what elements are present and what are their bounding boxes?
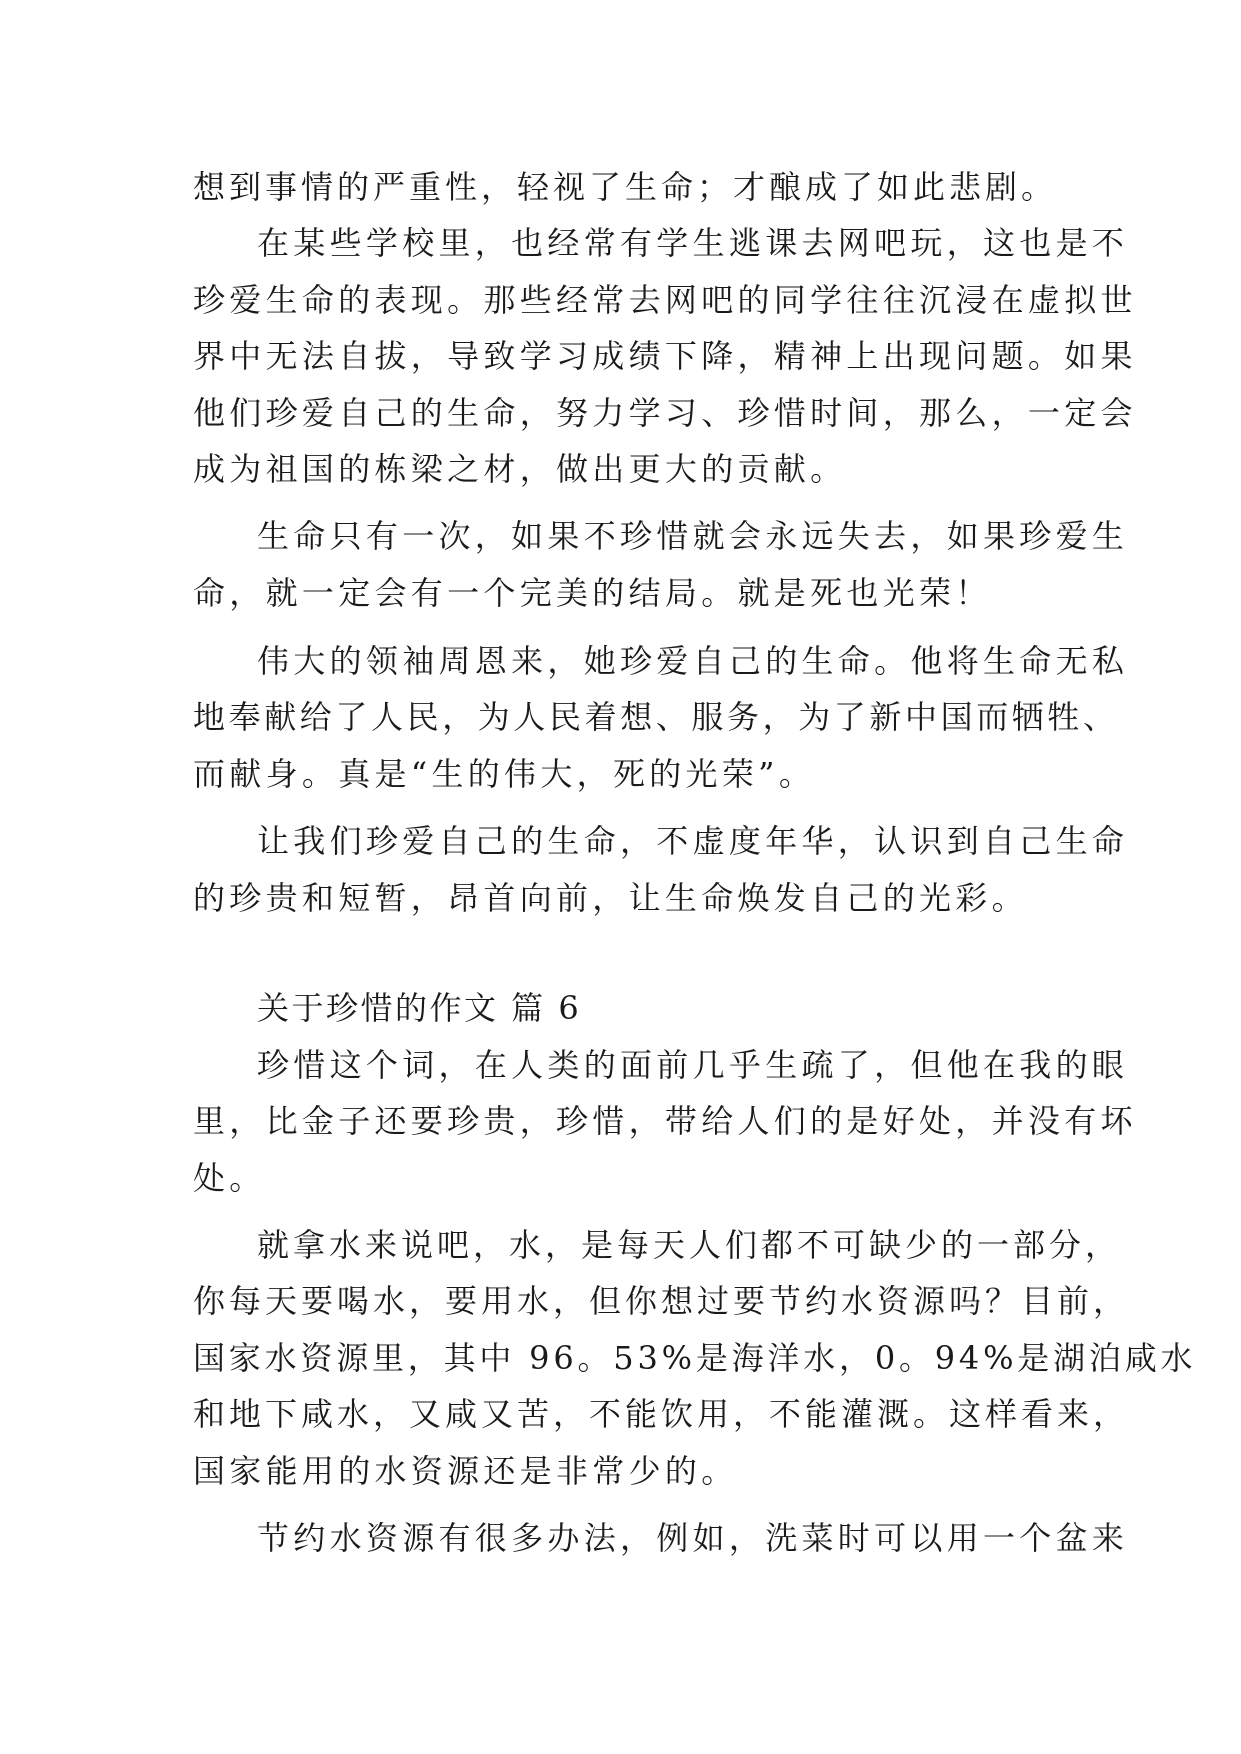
text-line: 让我们珍爱自己的生命，不虚度年华，认识到自己生命: [257, 822, 1129, 860]
text-line: 地奉献给了人民，为人民着想、服务，为了新中国而牺牲、: [193, 698, 1119, 736]
text-line: 的珍贵和短暂，昂首向前，让生命焕发自己的光彩。: [193, 879, 1028, 917]
text-line: 生命只有一次，如果不珍惜就会永远失去，如果珍爱生: [257, 517, 1129, 555]
text-line: 你每天要喝水，要用水，但你想过要节约水资源吗？目前，: [193, 1282, 1130, 1320]
text-line: 伟大的领袖周恩来，她珍爱自己的生命。他将生命无私: [257, 642, 1129, 680]
text-line: 就拿水来说吧，水，是每天人们都不可缺少的一部分，: [257, 1226, 1122, 1264]
text-line: 想到事情的严重性，轻视了生命；才酿成了如此悲剧。: [193, 168, 1058, 206]
text-line: 珍惜这个词，在人类的面前几乎生疏了，但他在我的眼: [257, 1046, 1129, 1084]
text-line: 国家水资源里，其中 96。53%是海洋水，0。94%是湖泊咸水: [193, 1339, 1197, 1377]
text-line: 国家能用的水资源还是非常少的。: [193, 1452, 738, 1490]
text-line: 在某些学校里，也经常有学生逃课去网吧玩，这也是不: [257, 224, 1129, 262]
text-line: 节约水资源有很多办法，例如，洗菜时可以用一个盆来: [257, 1519, 1129, 1557]
text-line: 界中无法自拔，导致学习成绩下降，精神上出现问题。如果: [193, 337, 1137, 375]
text-line: 珍爱生命的表现。那些经常去网吧的同学往往沉浸在虚拟世: [193, 281, 1137, 319]
text-line: 里，比金子还要珍贵，珍惜，带给人们的是好处，并没有坏: [193, 1102, 1137, 1140]
text-line: 和地下咸水，又咸又苦，不能饮用，不能灌溉。这样看来，: [193, 1395, 1130, 1433]
section-heading: 关于珍惜的作文 篇 6: [257, 989, 582, 1027]
text-line: 处。: [193, 1159, 266, 1197]
text-line: 而献身。真是“生的伟大，死的光荣”。: [193, 755, 816, 793]
text-line: 他们珍爱自己的生命，努力学习、珍惜时间，那么，一定会: [193, 394, 1137, 432]
text-line: 成为祖国的栋梁之材，做出更大的贡献。: [193, 450, 847, 488]
text-line: 命，就一定会有一个完美的结局。就是死也光荣！: [193, 574, 992, 612]
